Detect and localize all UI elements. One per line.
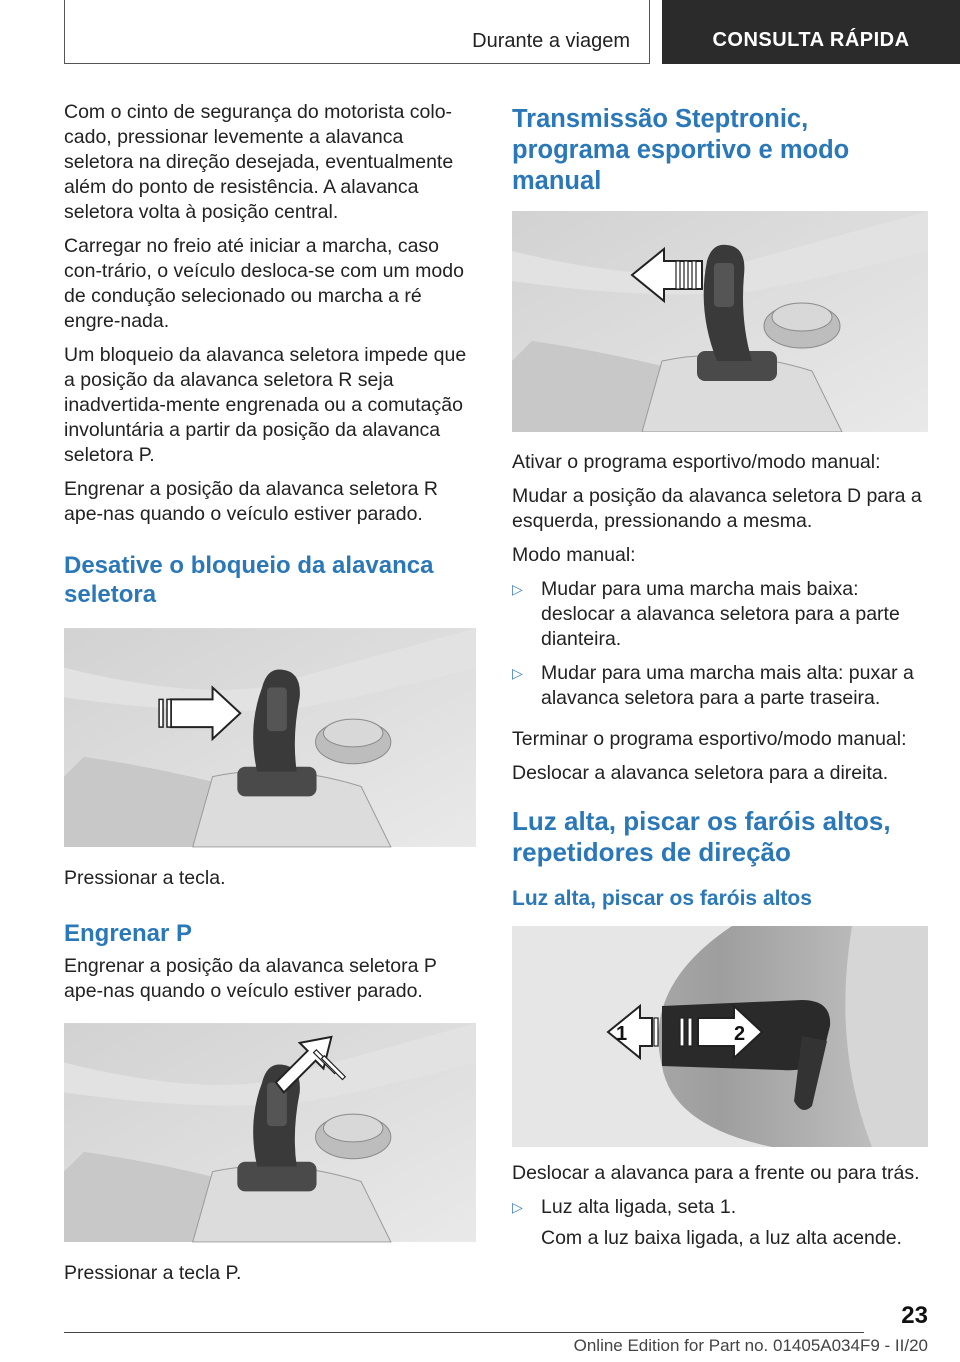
paragraph: Mudar a posição da alavanca seletora D para a esquerda, pressionando a mesma. bbox=[512, 485, 922, 532]
page-number: 23 bbox=[901, 1302, 928, 1329]
footer-rule bbox=[64, 1332, 864, 1333]
paragraph: Engrenar a posição da alavanca seletora R ape-nas quando o veículo estiver parado. bbox=[64, 478, 438, 525]
triangle-bullet-icon: ▷ bbox=[512, 1199, 523, 1215]
paragraph: Com o cinto de segurança do motorista colo-cado, pressionar levemente a alavanca seletora na direção desejada, eventualmente além do ponto de resistência. A alavanca seletora volta à posição central. bbox=[64, 101, 454, 223]
arrow-label-2: 2 bbox=[734, 1023, 746, 1045]
paragraph: Engrenar a posição da alavanca seletora P ape-nas quando o veículo estiver parado. bbox=[64, 955, 437, 1002]
gear-selector-unlock-illustration bbox=[64, 627, 476, 848]
paragraph: Deslocar a alavanca para a frente ou para trás. bbox=[512, 1162, 920, 1184]
bullet-list-manual bbox=[512, 577, 928, 711]
steptronic-selector-illustration bbox=[512, 211, 928, 432]
caption: Pressionar a tecla. bbox=[64, 867, 226, 889]
edition-footer: Online Edition for Part no. 01405A034F9 - II/20 bbox=[573, 1336, 928, 1355]
paragraph: Com a luz baixa ligada, a luz alta acende. bbox=[541, 1227, 902, 1249]
paragraph: Ativar o programa esportivo/modo manual: bbox=[512, 451, 881, 473]
headlight-stalk-illustration bbox=[512, 926, 928, 1147]
triangle-bullet-icon: ▷ bbox=[512, 581, 523, 597]
caption: Pressionar a tecla P. bbox=[64, 1262, 242, 1284]
quick-reference-tab[interactable]: CONSULTA RÁPIDA bbox=[662, 0, 960, 64]
paragraph: Carregar no freio até iniciar a marcha, caso con-trário, o veículo desloca-se com um modo de condução selecionado ou marcha a ré engre-nada. bbox=[64, 235, 464, 332]
paragraph: Terminar o programa esportivo/modo manual: bbox=[512, 728, 907, 750]
section-title: Durante a viagem bbox=[472, 30, 630, 52]
bullet-list-high-beam bbox=[512, 1195, 928, 1220]
paragraph: Modo manual: bbox=[512, 544, 636, 566]
heading-high-beam: Luz alta, piscar os faróis altos bbox=[512, 887, 812, 910]
heading-lights: Luz alta, piscar os faróis altos, repetidores de direção bbox=[512, 806, 891, 867]
paragraph: Um bloqueio da alavanca seletora impede que a posição da alavanca seletora R seja inadvertida-mente engrenada ou a comutação involuntária a partir da posição da alavanca seletora P. bbox=[64, 344, 467, 466]
gear-selector-park-illustration bbox=[64, 1022, 476, 1243]
left-column bbox=[64, 100, 476, 1295]
paragraph: Deslocar a alavanca seletora para a direita. bbox=[512, 762, 889, 784]
list-item: ▷ Luz alta ligada, seta 1. bbox=[512, 1196, 737, 1218]
list-item: ▷ Mudar para uma marcha mais alta: puxar a alavanca seletora para a parte traseira. bbox=[512, 662, 914, 709]
arrow-label-1: 1 bbox=[616, 1023, 628, 1045]
heading-park: Engrenar P bbox=[64, 920, 193, 947]
list-item: ▷ Mudar para uma marcha mais baixa: deslocar a alavanca seletora para a parte dianteira. bbox=[512, 578, 900, 650]
triangle-bullet-icon: ▷ bbox=[512, 665, 523, 681]
heading-unlock: Desative o bloqueio da alavanca seletora bbox=[64, 552, 434, 608]
heading-steptronic: Transmissão Steptronic, programa esportivo e modo manual bbox=[512, 105, 850, 195]
right-column bbox=[512, 104, 928, 1260]
